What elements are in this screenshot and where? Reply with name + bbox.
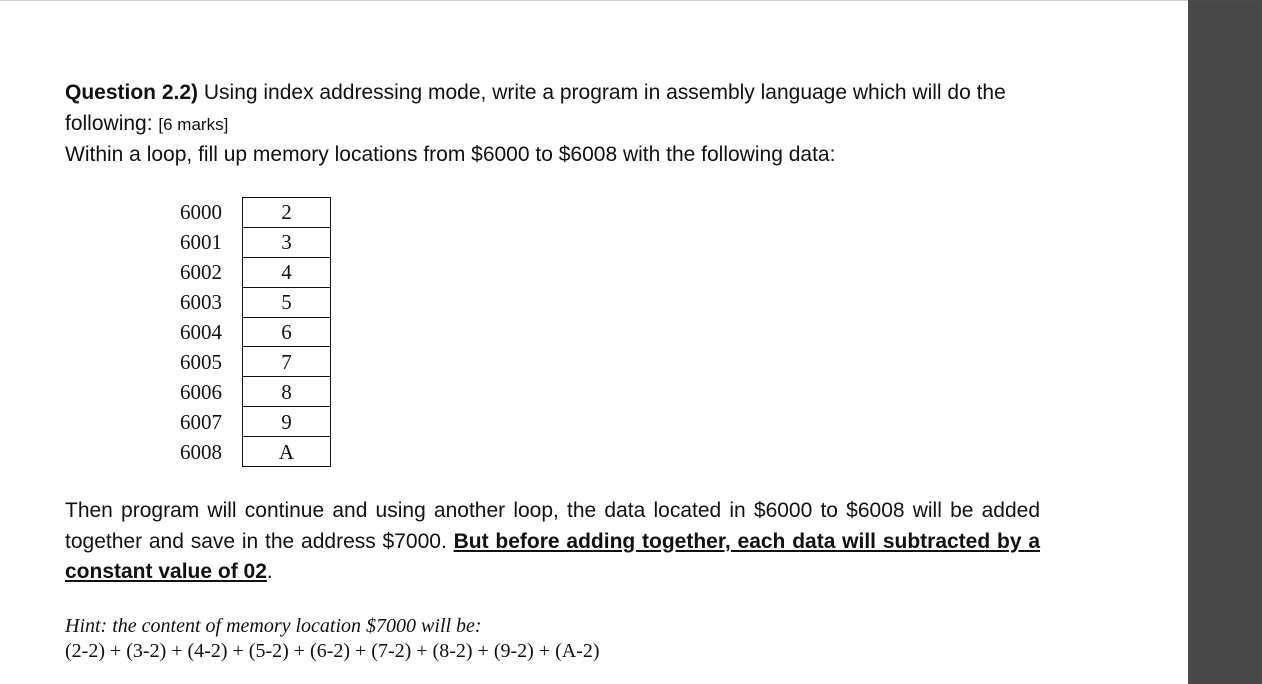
hint-formula: (2-2) + (3-2) + (4-2) + (5-2) + (6-2) + (7-2) + (8-2) + (9-2) + (A-2) xyxy=(65,640,600,662)
memory-value: 3 xyxy=(243,227,331,257)
memory-value: 7 xyxy=(243,347,331,377)
memory-value: 6 xyxy=(243,317,331,347)
table-row xyxy=(178,257,331,287)
table-row xyxy=(178,407,331,437)
continuation-end: . xyxy=(266,560,273,583)
memory-address: 6002 xyxy=(180,260,222,285)
hint-title: Hint: the content of memory location $7000 will be: xyxy=(65,615,482,637)
memory-address: 6000 xyxy=(180,200,222,225)
question-text: Using index addressing mode, write a program in assembly language which will do the following: xyxy=(65,81,1006,135)
hint-block xyxy=(65,614,600,664)
table-row xyxy=(178,227,331,257)
table-row xyxy=(178,198,331,228)
table-row xyxy=(178,347,331,377)
memory-value: 5 xyxy=(243,287,331,317)
memory-address: 6001 xyxy=(180,230,222,255)
memory-address: 6008 xyxy=(180,439,222,464)
continuation-paragraph xyxy=(65,496,1040,588)
page-top-border xyxy=(0,0,1188,1)
emphasis-text: But before adding together, each data will subtracted by a constant value of 02 xyxy=(65,529,1040,583)
memory-value: 4 xyxy=(243,257,331,287)
question-label: Question 2.2) xyxy=(65,81,199,104)
memory-address: 6007 xyxy=(180,409,222,434)
memory-value: A xyxy=(243,437,331,467)
table-row xyxy=(178,287,331,317)
memory-address: 6005 xyxy=(180,349,222,374)
memory-value: 8 xyxy=(243,377,331,407)
continuation-text: Then program will continue and using another loop, the data located in $6000 to $6008 will be added together and save in the address $7000. xyxy=(65,499,1040,553)
memory-address: 6006 xyxy=(180,379,222,404)
memory-table xyxy=(178,197,331,467)
question-instruction: Within a loop, fill up memory locations from $6000 to $6008 with the following data: xyxy=(65,143,836,166)
vertical-scrollbar[interactable] xyxy=(1188,0,1262,684)
question-paragraph xyxy=(65,78,1065,171)
memory-value: 2 xyxy=(243,198,331,228)
table-row xyxy=(178,317,331,347)
scrollbar-thumb[interactable] xyxy=(1190,2,1260,684)
table-row xyxy=(178,437,331,467)
memory-address: 6004 xyxy=(180,320,222,344)
memory-value: 9 xyxy=(243,407,331,437)
memory-address: 6003 xyxy=(180,290,222,315)
marks-label: [6 marks] xyxy=(158,114,229,134)
table-row xyxy=(178,377,331,407)
